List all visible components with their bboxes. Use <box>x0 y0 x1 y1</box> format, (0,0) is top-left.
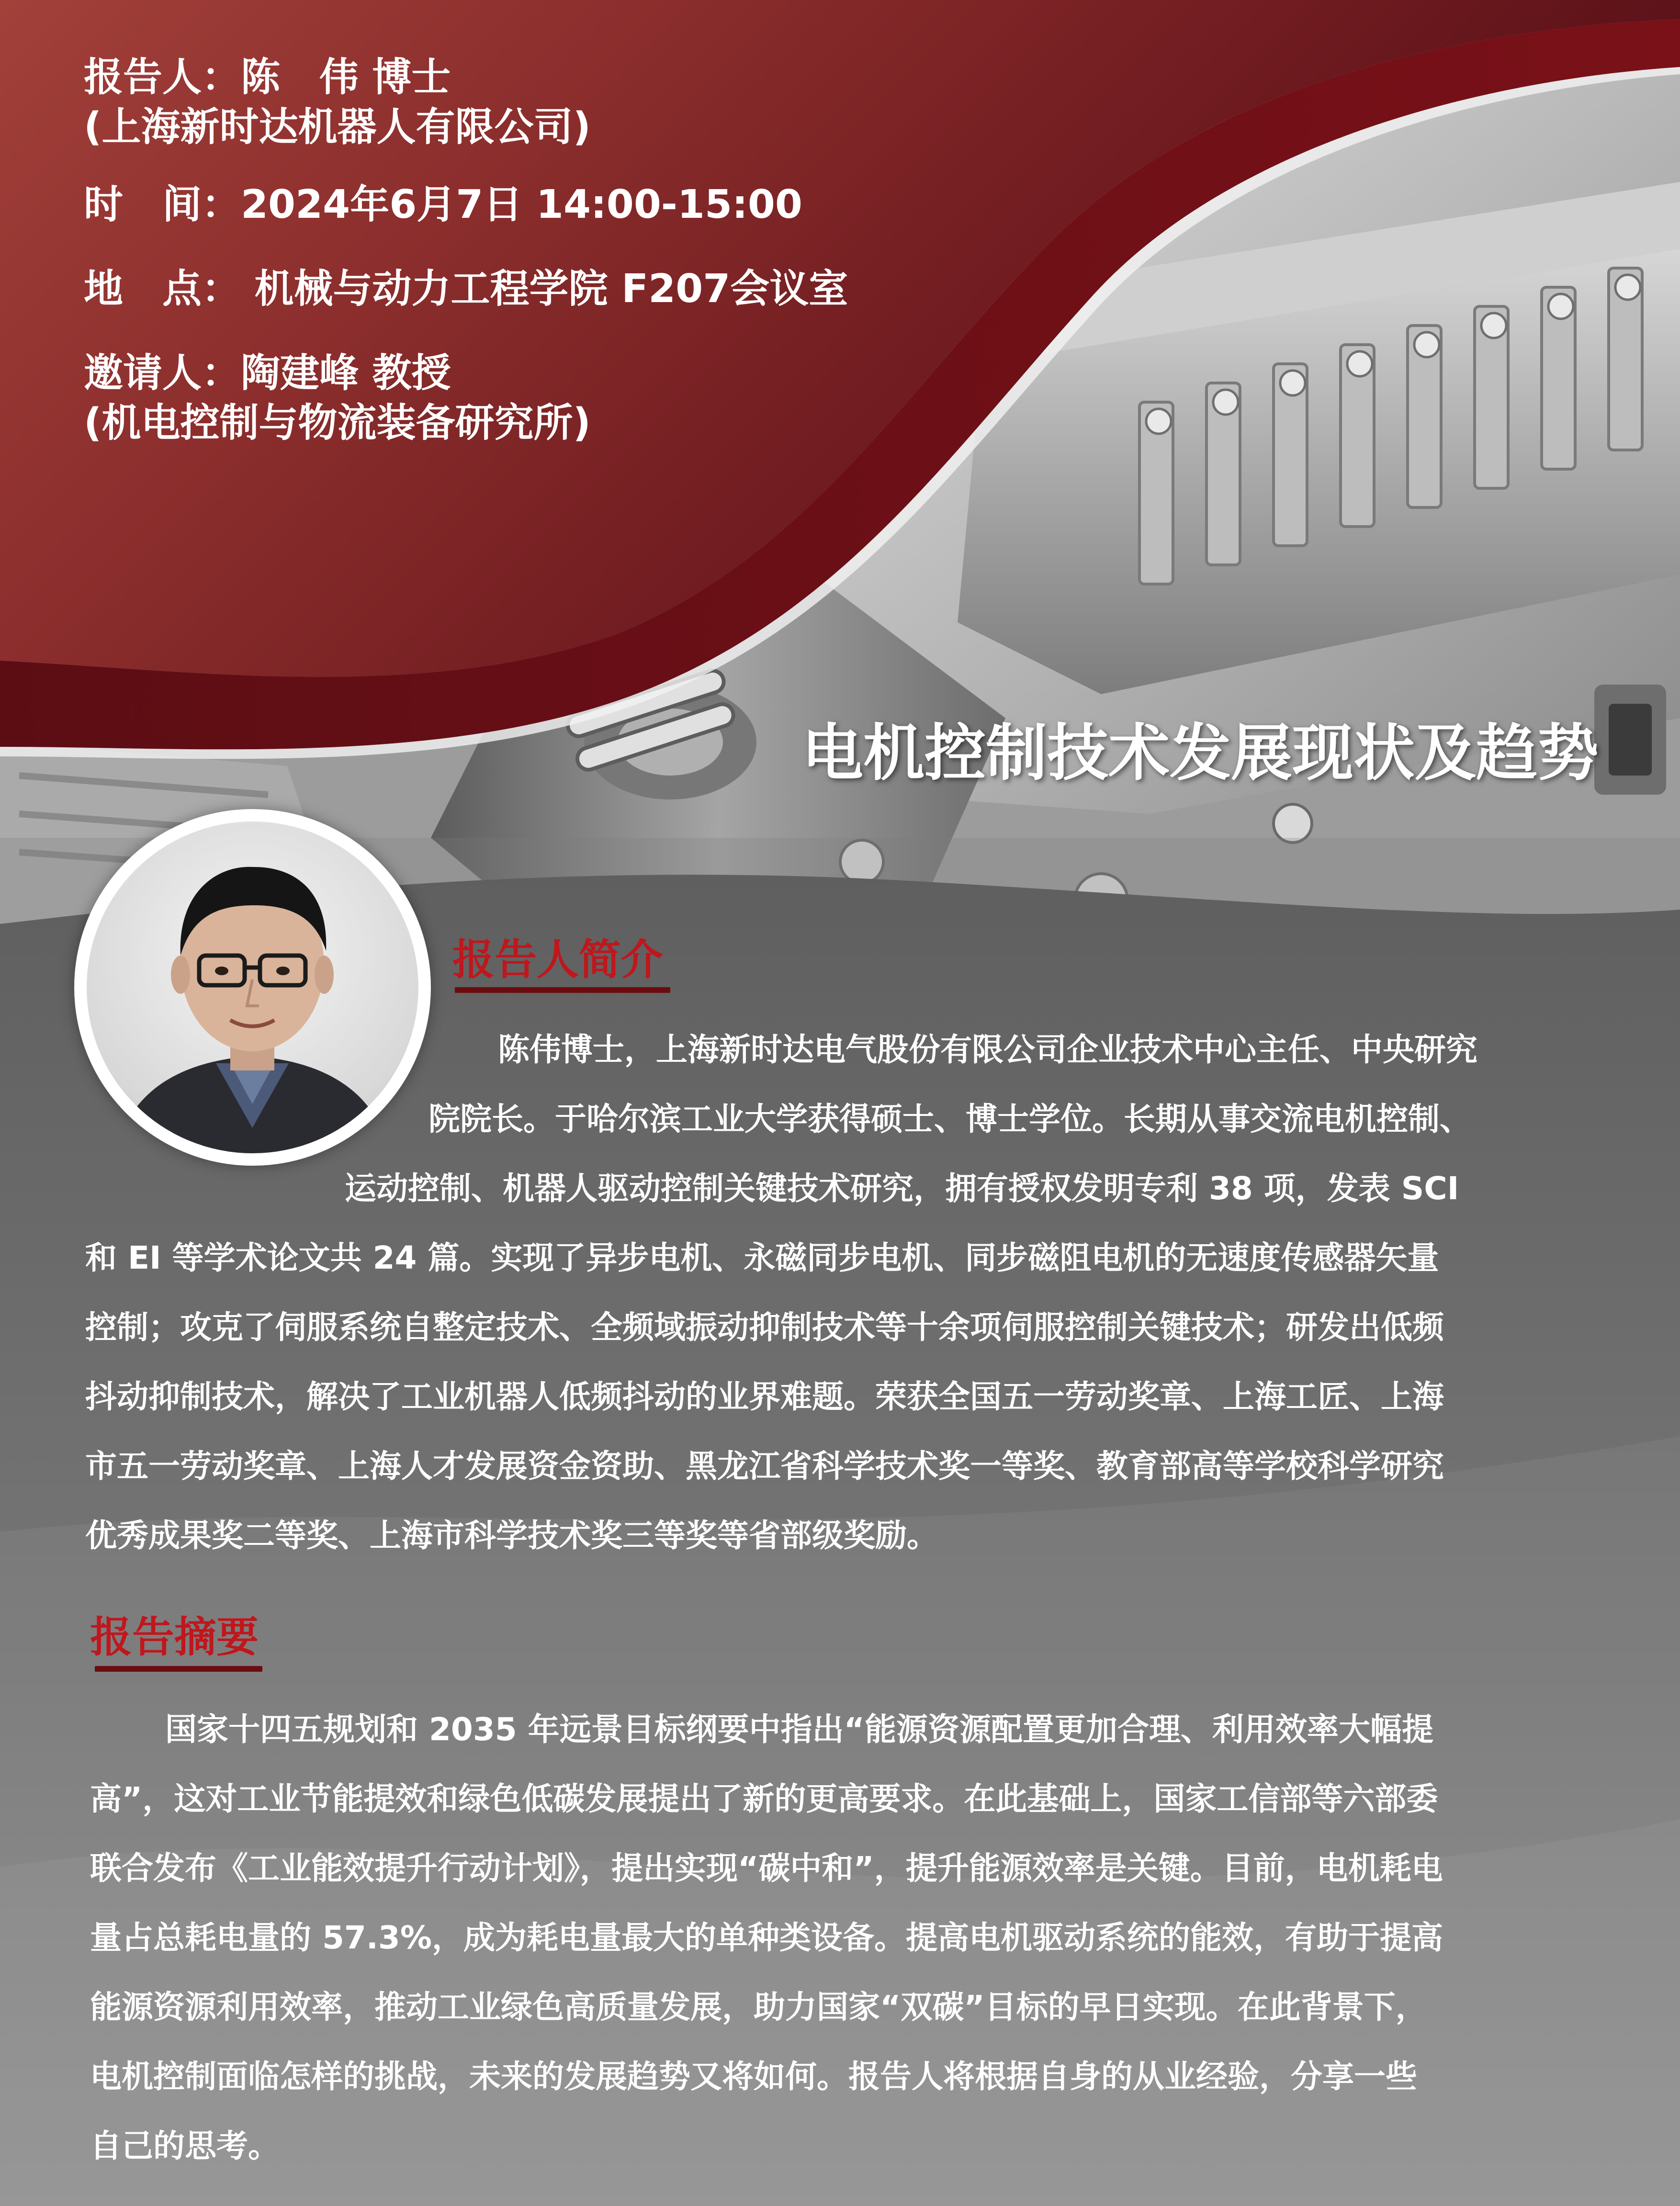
reporter-line: 报告人：陈 伟 博士 <box>84 55 451 100</box>
place-line: 地 点： 机械与动力工程学院 F207会议室 <box>84 266 848 312</box>
inviter-org: (机电控制与物流装备研究所) <box>84 400 591 446</box>
bio-line: 控制；攻克了伺服系统自整定技术、全频域振动抑制技术等十余项伺服控制关键技术；研发出低频 <box>85 1309 1444 1346</box>
inviter-line: 邀请人：陶建峰 教授 <box>84 350 451 396</box>
talk-title: 电机控制技术发展现状及趋势 <box>801 718 1599 789</box>
abstract-line: 联合发布《工业能效提升行动计划》，提出实现“碳中和”，提升能源效率是关键。目前，电机耗电 <box>90 1850 1443 1887</box>
reporter-org: (上海新时达机器人有限公司) <box>84 104 591 150</box>
abstract-line: 自己的思考。 <box>90 2127 280 2164</box>
abstract-line: 电机控制面临怎样的挑战，未来的发展趋势又将如何。报告人将根据自身的从业经验，分享一些 <box>90 2058 1417 2095</box>
bio-line: 优秀成果奖二等奖、上海市科学技术奖三等奖等省部级奖励。 <box>85 1517 938 1554</box>
bio-line: 院院长。于哈尔滨工业大学获得硕士、博士学位。长期从事交流电机控制、 <box>428 1101 1471 1137</box>
speaker-avatar <box>74 809 431 1166</box>
abstract-line: 国家十四五规划和 2035 年远景目标纲要中指出“能源资源配置更加合理、利用效率大幅提 <box>165 1711 1434 1748</box>
abstract-heading: 报告摘要 <box>90 1612 259 1662</box>
bio-line: 和 EI 等学术论文共 24 篇。实现了异步电机、永磁同步电机、同步磁阻电机的无速度传感器矢量 <box>85 1239 1439 1276</box>
abstract-heading-underline <box>95 1666 262 1672</box>
abstract-line: 能源资源利用效率，推动工业绿色高质量发展，助力国家“双碳”目标的早日实现。在此背景下， <box>90 1989 1427 2026</box>
event-info <box>84 53 848 448</box>
speaker-portrait-illustration <box>87 822 418 1153</box>
bio-line: 运动控制、机器人驱动控制关键技术研究，拥有授权发明专利 38 项，发表 SCI <box>345 1170 1459 1207</box>
time-line: 时 间：2024年6月7日 14:00-15:00 <box>84 182 802 227</box>
bio-heading: 报告人简介 <box>452 935 664 984</box>
bio-line: 抖动抑制技术，解决了工业机器人低频抖动的业界难题。荣获全国五一劳动奖章、上海工匠、上海 <box>85 1378 1444 1415</box>
bio-line: 陈伟博士，上海新时达电气股份有限公司企业技术中心主任、中央研究 <box>498 1031 1477 1068</box>
bio-heading-underline <box>455 987 670 993</box>
abstract-line: 高”，这对工业节能提效和绿色低碳发展提出了新的更高要求。在此基础上，国家工信部等六部委 <box>90 1780 1438 1817</box>
speaker-photo <box>87 822 418 1153</box>
bio-line: 市五一劳动奖章、上海人才发展资金资助、黑龙江省科学技术奖一等奖、教育部高等学校科学研究 <box>85 1448 1444 1485</box>
abstract-line: 量占总耗电量的 57.3%，成为耗电量最大的单种类设备。提高电机驱动系统的能效，有助于提高 <box>90 1919 1443 1956</box>
